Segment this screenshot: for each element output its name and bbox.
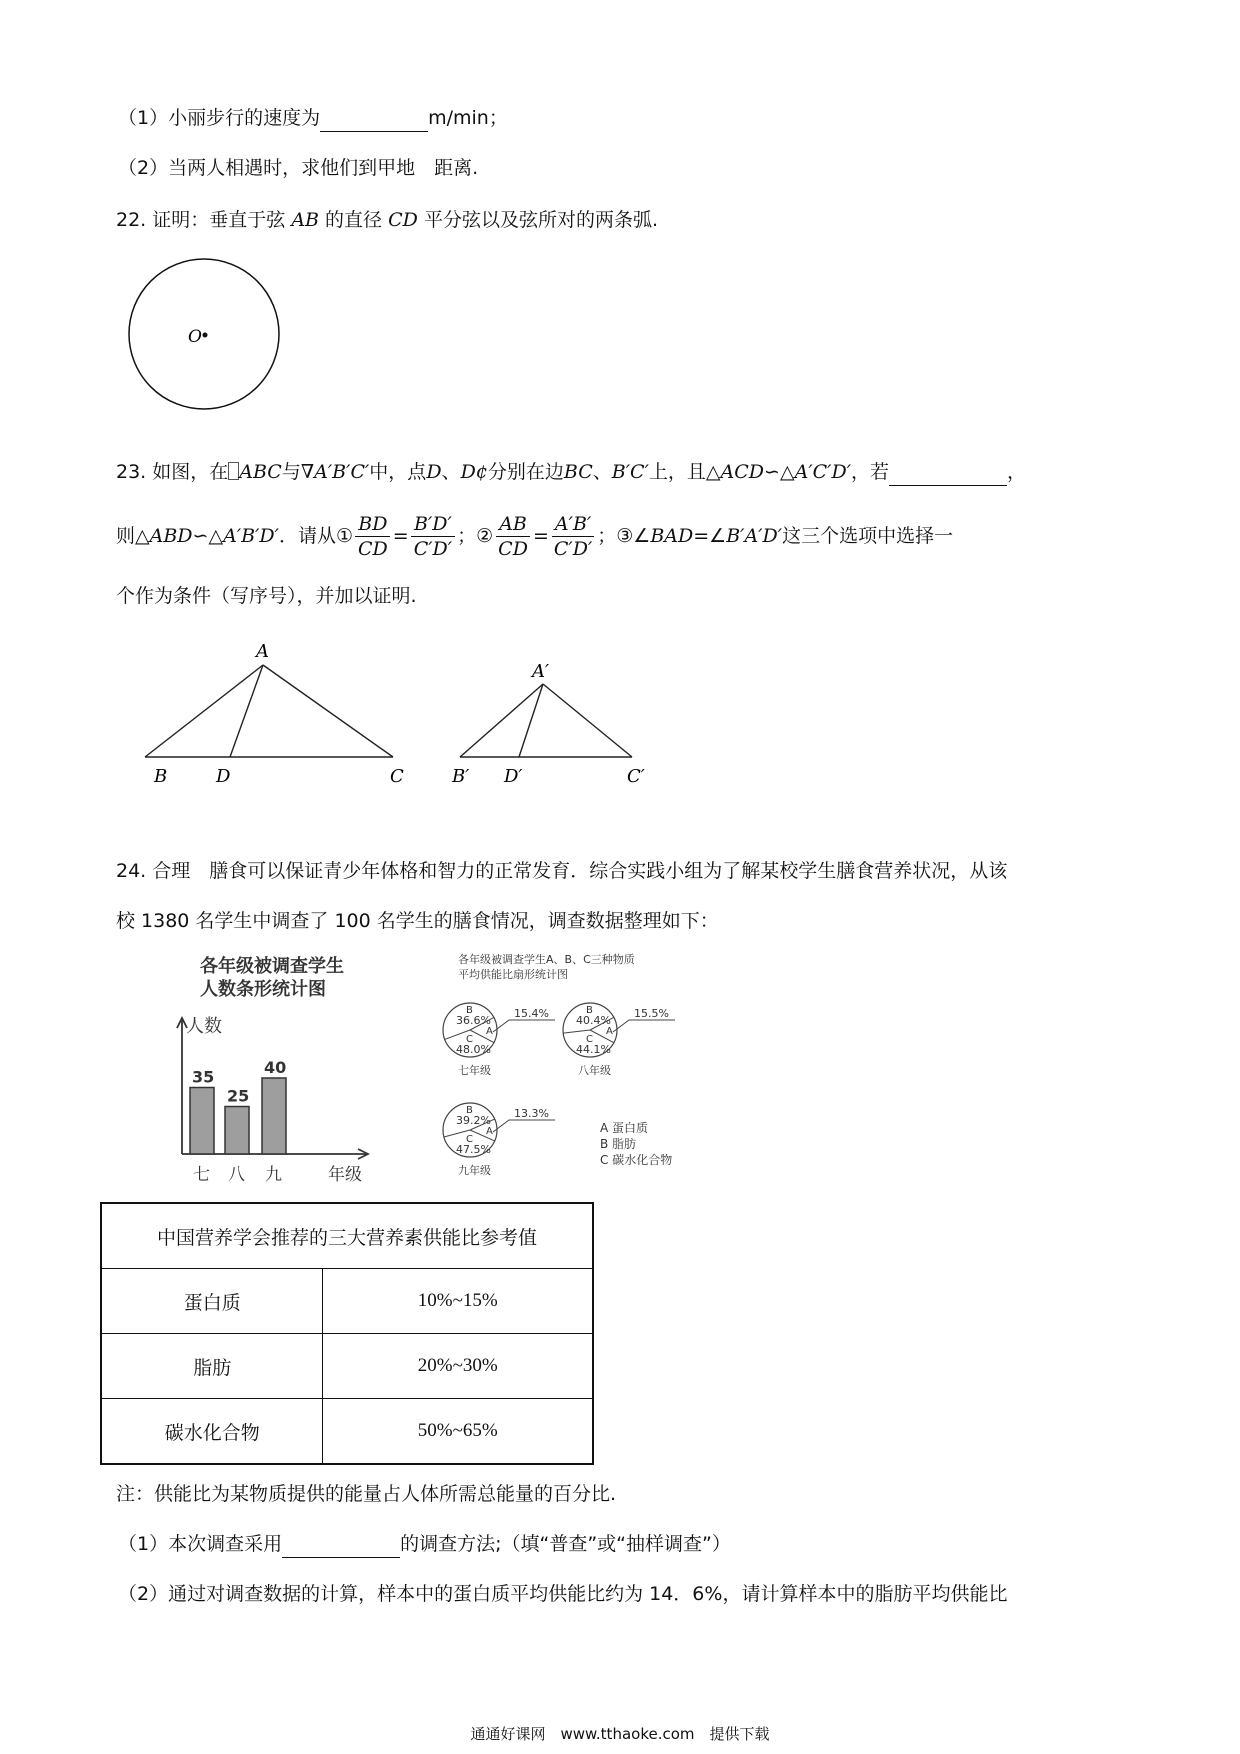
pie-label-c: C — [466, 1034, 473, 1045]
unit-text: m/min； — [428, 107, 508, 129]
pie-legend-c: C 碳水化合物 — [600, 1153, 673, 1167]
q23-line1 — [116, 458, 1026, 486]
pie-title-2: 平均供能比扇形统计图 — [458, 968, 568, 981]
bar-3 — [262, 1078, 286, 1154]
bar-category-label: 八 — [228, 1165, 245, 1185]
label-c: C — [390, 766, 404, 787]
bar-chart-title-1: 各年级被调查学生 — [200, 956, 344, 977]
triangle-abc-prime — [460, 684, 632, 757]
tri-acd: ACD — [720, 461, 765, 483]
fraction-ab-cd — [495, 512, 531, 561]
pie-label-b: B — [586, 1005, 593, 1016]
pie-slice-edge — [563, 1030, 590, 1033]
option-3-label: ；③∠ — [597, 525, 651, 547]
pie-legend-b: B 脂肪 — [600, 1137, 637, 1151]
q23-t9: ，若 — [851, 461, 890, 483]
pie-title: 八年级 — [578, 1064, 611, 1077]
bar-chart-title-2: 人数条形统计图 — [200, 979, 326, 1000]
tri-acd-prime: A′C′D′ — [794, 461, 852, 483]
triangle-figures — [140, 640, 680, 790]
nutrient-name: 脂肪 — [101, 1334, 323, 1399]
label-a-prime: A′ — [532, 661, 550, 682]
q23-t10: ， — [1007, 461, 1027, 483]
pie-value-b: 39.2% — [456, 1114, 491, 1127]
equals: = — [392, 525, 409, 547]
frac-num: BD — [355, 512, 390, 537]
bar-category-label: 九 — [265, 1165, 282, 1185]
pie-label-a: A — [486, 1126, 493, 1137]
q23-t3: 中，点 — [369, 461, 427, 483]
triangle-symbol — [228, 462, 239, 480]
pie-value-b: 36.6% — [456, 1014, 491, 1027]
triangle-abc — [145, 665, 393, 757]
pie-label-b: B — [466, 1005, 473, 1016]
pie-leader-line — [493, 1120, 555, 1132]
method-blank[interactable] — [282, 1535, 400, 1558]
tri-abd: ABD — [149, 525, 193, 547]
q24-p1-tail: 的调查方法;（填“普查”或“抽样调查”） — [400, 1533, 731, 1555]
table-row — [101, 1399, 593, 1465]
diameter-cd: CD — [388, 209, 418, 231]
bar-marks — [190, 1058, 286, 1185]
center-o-label: O — [188, 327, 202, 347]
bar-chart — [160, 950, 390, 1190]
circle-figure — [120, 250, 290, 420]
tri-abc: ABC — [239, 461, 282, 483]
q23-t6: 、 — [592, 461, 612, 483]
pie-value-a: 15.5% — [634, 1007, 669, 1020]
pie-label-c: C — [586, 1034, 593, 1045]
label-d: D — [216, 766, 231, 787]
frac-den: CD — [358, 538, 388, 560]
chord-ab: AB — [291, 209, 319, 231]
pie-label-a: A — [486, 1026, 493, 1037]
q23-t5: 分别在边 — [487, 461, 564, 483]
bar-2 — [225, 1107, 249, 1155]
side-bc-prime: B′C′ — [611, 461, 649, 483]
q24-line1: 24. 合理 膳食可以保证青少年体格和智力的正常发育．综合实践小组为了解某校学生膳食营养状况，从该 — [116, 860, 1008, 882]
answer-blank[interactable] — [320, 109, 428, 132]
fraction-bd-cd — [355, 512, 391, 561]
bar-category-label: 七 — [193, 1165, 210, 1185]
bar-value-label: 40 — [264, 1058, 287, 1077]
tri-abc-prime: ∇A′B′C′ — [300, 461, 370, 483]
pie-value-b: 40.4% — [576, 1014, 611, 1027]
q23-line3: 个作为条件（写序号），并加以证明. — [116, 585, 417, 607]
bar-value-label: 35 — [192, 1067, 215, 1087]
q23-t1: 23. 如图，在 — [116, 461, 229, 483]
center-o-dot — [203, 333, 208, 338]
pie-value-c: 48.0% — [456, 1043, 491, 1056]
q24-note: 注：供能比为某物质提供的能量占人体所需总能量的百分比. — [116, 1483, 617, 1505]
pie-value-a: 15.4% — [514, 1007, 549, 1020]
label-a: A — [256, 641, 269, 662]
option-1-label: ．请从① — [278, 525, 353, 547]
table-header: 中国营养学会推荐的三大营养素供能比参考值 — [101, 1203, 593, 1269]
label-b-prime: B′ — [452, 766, 470, 787]
frac-num: A′B′ — [552, 512, 594, 537]
label-d-prime: D′ — [504, 766, 523, 787]
frac-den: C′D′ — [413, 538, 453, 560]
q24-part1 — [118, 1530, 731, 1558]
q22-text-mid: 的直径 — [325, 209, 383, 231]
frac-num: AB — [496, 512, 530, 537]
q23-line2 — [116, 508, 953, 564]
label-c-prime: C′ — [627, 766, 645, 787]
nutrient-reference-table — [100, 1202, 594, 1465]
pie-title: 七年级 — [458, 1064, 491, 1077]
frac-num: B′D′ — [411, 512, 455, 537]
pie-legend-a: A 蛋白质 — [600, 1121, 649, 1135]
frac-den: CD — [498, 538, 528, 560]
pie-marks — [443, 1003, 675, 1177]
q23-l2-t1: 则△ — [116, 525, 150, 547]
nutrient-range: 10%~15% — [323, 1269, 593, 1334]
q23-t7: 上，且△ — [648, 461, 721, 483]
nutrient-name: 碳水化合物 — [101, 1399, 323, 1465]
bar-value-label: 25 — [227, 1086, 250, 1106]
pie-title: 九年级 — [458, 1164, 491, 1177]
nutrient-range: 50%~65% — [323, 1399, 593, 1465]
equals: = — [532, 525, 549, 547]
pie-label-a: A — [606, 1026, 613, 1037]
bar-y-axis-label: 人数 — [186, 1016, 222, 1037]
table-row — [101, 1269, 593, 1334]
page-footer: 通通好课网 www.tthaoke.com 提供下载 — [470, 1725, 770, 1743]
pie-value-c: 44.1% — [576, 1043, 611, 1056]
pie-value-c: 47.5% — [456, 1143, 491, 1156]
table-row — [101, 1334, 593, 1399]
q21-part1-text: （1）小丽步行的速度为 — [118, 107, 321, 129]
pie-label-c: C — [466, 1134, 473, 1145]
bar-x-axis-label: 年级 — [328, 1165, 362, 1185]
point-d-prime: D¢ — [460, 461, 488, 483]
condition-blank[interactable] — [889, 463, 1007, 486]
label-b: B — [154, 766, 168, 787]
q24-part2: （2）通过对调查数据的计算，样本中的蛋白质平均供能比约为 14．6%，请计算样本中的脂肪平均供能比 — [118, 1583, 1008, 1605]
q23-l2-tail: 这三个选项中选择一 — [782, 525, 954, 547]
nutrient-range: 20%~30% — [323, 1334, 593, 1399]
option-2-label: ；② — [457, 525, 494, 547]
table-header-row — [101, 1203, 593, 1269]
q23-t2: 与 — [281, 461, 301, 483]
q23-l2-t2: ∽△ — [192, 525, 224, 547]
pie-label-b: B — [466, 1105, 473, 1116]
nutrient-name: 蛋白质 — [101, 1269, 323, 1334]
q24-line2: 校 1380 名学生中调查了 100 名学生的膳食情况，调查数据整理如下： — [116, 910, 719, 932]
pie-value-a: 13.3% — [514, 1107, 549, 1120]
angle-bad-prime: B′A′D′ — [726, 525, 783, 547]
side-bc: BC — [563, 461, 593, 483]
pie-leader-line — [613, 1020, 675, 1032]
q21-part2: （2）当两人相遇时，求他们到甲地 距离. — [118, 157, 479, 179]
pie-leader-line — [493, 1020, 555, 1032]
q22-text-rest: 平分弦以及弦所对的两条弧. — [423, 209, 658, 231]
fraction-ab-cd-prime — [551, 512, 595, 561]
q22-text: 22. 证明：垂直于弦 — [116, 209, 286, 231]
q23-t4: 、 — [441, 461, 461, 483]
q23-t8: ∽△ — [764, 461, 795, 483]
pie-title-1: 各年级被调查学生A、B、C三种物质 — [458, 953, 635, 966]
q22-statement — [116, 206, 658, 234]
point-d: D — [426, 461, 442, 483]
bar-1 — [190, 1088, 214, 1155]
pie-charts — [440, 950, 720, 1190]
equals-angle: =∠ — [693, 525, 727, 547]
angle-bad: BAD — [650, 525, 694, 547]
q21-part1 — [118, 104, 508, 132]
fraction-bd-cd-prime — [411, 512, 455, 561]
frac-den: C′D′ — [553, 538, 593, 560]
tri-abd-prime: A′B′D′ — [223, 525, 279, 547]
q24-p1-text: （1）本次调查采用 — [118, 1533, 283, 1555]
